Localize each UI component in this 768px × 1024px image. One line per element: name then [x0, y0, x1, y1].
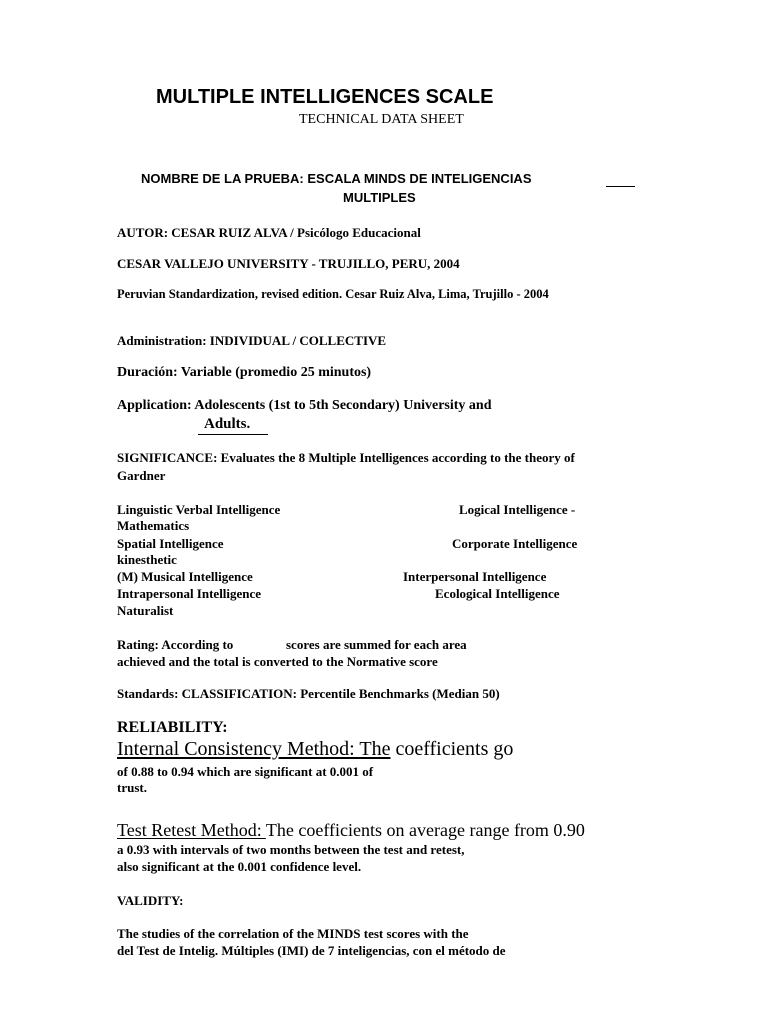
application-underline [198, 434, 268, 435]
validity-line1: The studies of the correlation of the MINDS test scores with the [117, 926, 469, 941]
test-retest-line1 [117, 820, 585, 841]
validity-heading: VALIDITY: [117, 893, 184, 908]
internal-consistency-line1 [117, 738, 513, 761]
test-retest-rest: The coefficients on average range from 0.90 [265, 820, 585, 840]
internal-consistency-line3: trust. [117, 780, 147, 795]
intelligence-ecological: Ecological Intelligence [435, 586, 560, 601]
duration-line: Duración: Variable (promedio 25 minutos) [117, 365, 372, 380]
page-title: MULTIPLE INTELLIGENCES SCALE [156, 86, 494, 108]
standardization-line: Peruvian Standardization, revised edition. Cesar Ruiz Alva, Lima, Trujillo - 2004 [117, 287, 549, 301]
application-line1: Application: Adolescents (1st to 5th Secondary) University and [117, 398, 492, 413]
intelligence-interpersonal: Interpersonal Intelligence [403, 569, 547, 584]
intelligence-naturalist: Naturalist [117, 603, 174, 618]
intelligence-logical: Logical Intelligence - [459, 502, 576, 517]
internal-consistency-rest: coefficients go [390, 738, 514, 760]
page-subtitle: TECHNICAL DATA SHEET [299, 112, 464, 127]
intelligence-spatial: Spatial Intelligence [117, 536, 224, 551]
test-name-line1: NOMBRE DE LA PRUEBA: ESCALA MINDS DE INTELIGENCIAS [141, 171, 532, 186]
reliability-heading: RELIABILITY: [117, 719, 228, 736]
validity-line2: del Test de Intelig. Múltiples (IMI) de 7 inteligencias, con el método de [117, 943, 506, 958]
administration-line: Administration: INDIVIDUAL / COLLECTIVE [117, 333, 387, 348]
internal-consistency-line2: of 0.88 to 0.94 which are significant at 0.001 of [117, 764, 374, 779]
application-line2: Adults. [204, 416, 251, 432]
intelligence-kinesthetic: kinesthetic [117, 552, 177, 567]
intelligence-corporate: Corporate Intelligence [452, 536, 578, 551]
rating-line1-a: Rating: According to [117, 637, 234, 652]
significance-line1: SIGNIFICANCE: Evaluates the 8 Multiple Intelligences according to the theory of [117, 450, 575, 465]
significance-line2: Gardner [117, 468, 166, 483]
test-retest-title: Test Retest Method: [117, 820, 266, 840]
intelligence-intrapersonal: Intrapersonal Intelligence [117, 586, 262, 601]
intelligence-linguistic: Linguistic Verbal Intelligence [117, 502, 281, 517]
intelligence-musical: (M) Musical Intelligence [117, 569, 253, 584]
standards-line: Standards: CLASSIFICATION: Percentile Benchmarks (Median 50) [117, 686, 500, 701]
rating-line1-b: scores are summed for each area [286, 637, 467, 652]
rating-line2: achieved and the total is converted to the Normative score [117, 654, 438, 669]
author-line: AUTOR: CESAR RUIZ ALVA / Psicólogo Educacional [117, 225, 421, 240]
test-retest-line3: also significant at the 0.001 confidence level. [117, 859, 362, 874]
internal-consistency-title: Internal Consistency Method: The [117, 738, 391, 760]
test-name-underline [606, 186, 635, 187]
test-name-line2: MULTIPLES [343, 190, 416, 205]
test-retest-line2: a 0.93 with intervals of two months between the test and retest, [117, 842, 465, 857]
university-line: CESAR VALLEJO UNIVERSITY - TRUJILLO, PERU, 2004 [117, 256, 460, 271]
intelligence-mathematics: Mathematics [117, 518, 190, 533]
